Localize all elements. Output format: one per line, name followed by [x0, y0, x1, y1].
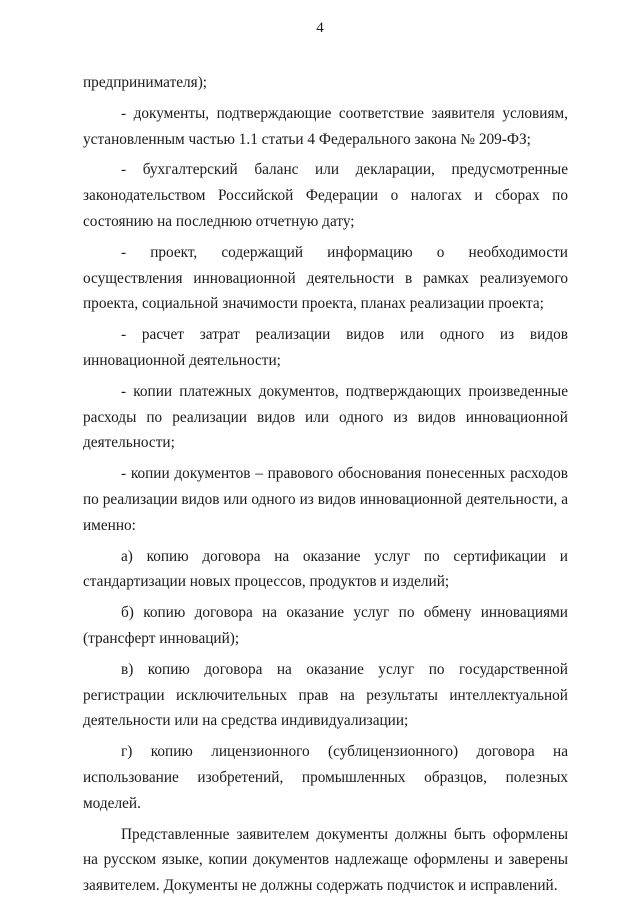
paragraph-list-item: - копии платежных документов, подтверждающих произведенные расходы по реализации видов или одного из видов инновационной деятельности; — [83, 382, 568, 452]
paragraph-sub-item: б) копию договора на оказание услуг по обмену инновациями (трансферт инноваций); — [83, 604, 568, 647]
paragraph-sub-item: в) копию договора на оказание услуг по государственной регистрации исключительных прав на результаты интеллектуальной деятельности или на средства индивидуализации; — [83, 660, 568, 730]
page-number: 4 — [316, 20, 324, 36]
paragraph-list-item: - проект, содержащий информацию о необходимости осуществления инновационной деятельности в рамках реализуемого проекта, социальной значимости проекта, планах реализации проекта; — [83, 243, 568, 313]
paragraph-continuation: предпринимателя); — [83, 74, 208, 91]
document-body — [83, 70, 568, 899]
paragraph-sub-item: а) копию договора на оказание услуг по сертификации и стандартизации новых процессов, продуктов и изделий; — [83, 547, 568, 591]
paragraph-closing: Представленные заявителем документы должны быть оформлены на русском языке, копии документов надлежаще оформлены и заверены заявителем. Документы не должны содержать подчисток и исправлений. — [83, 825, 568, 895]
paragraph-sub-item: г) копию лицензионного (сублицензионного) договора на использование изобретений, промышленных образцов, полезных моделей. — [83, 743, 568, 812]
paragraph-list-item: - документы, подтверждающие соответствие заявителя условиям, установленным частью 1.1 статьи 4 Федерального закона № 209-ФЗ; — [83, 104, 568, 148]
paragraph-list-item: - копии документов – правового обоснования понесенных расходов по реализации видов или одного из видов инновационной деятельности, а именно: — [83, 465, 568, 534]
paragraph-list-item: - бухгалтерский баланс или декларации, предусмотренные законодательством Российской Федерации о налогах и сборах по состоянию на последнюю отчетную дату; — [83, 161, 568, 230]
paragraph-list-item: - расчет затрат реализации видов или одного из видов инновационной деятельности; — [83, 326, 568, 369]
